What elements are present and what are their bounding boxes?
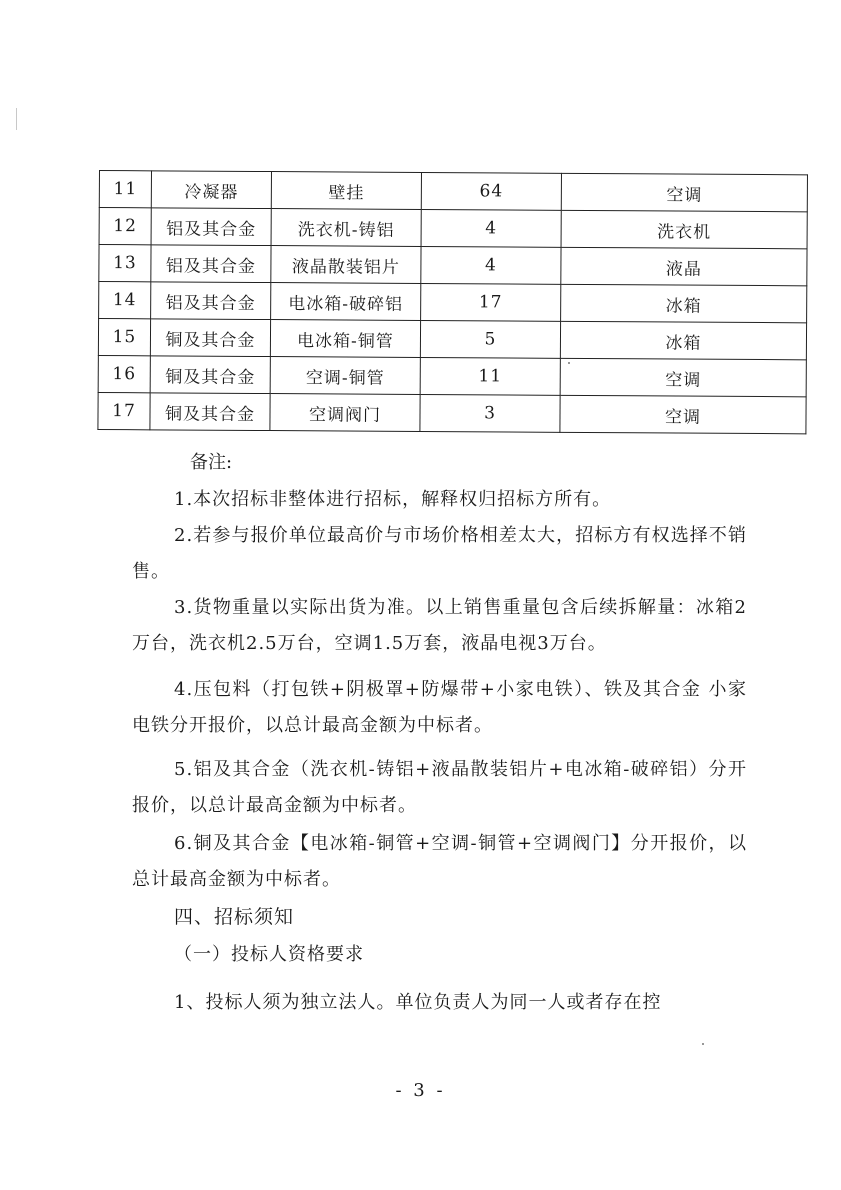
row-item: 空调阀门 — [270, 394, 420, 432]
row-number: 16 — [98, 355, 150, 392]
row-source: 冰箱 — [560, 321, 806, 360]
row-item: 电冰箱-铜管 — [270, 320, 420, 358]
row-source: 空调 — [560, 358, 806, 397]
page-number: - 3 - — [395, 1080, 446, 1101]
row-category: 冷凝器 — [151, 171, 271, 209]
note-item-5: 5.铝及其合金（洗衣机-铸铝+液晶散装铝片+电冰箱-破碎铝）分开报价，以总计最高金额为中标者。 — [132, 759, 747, 816]
row-number: 15 — [98, 319, 150, 356]
row-item: 洗衣机-铸铝 — [271, 209, 421, 247]
notes-label: 备注: — [190, 452, 233, 473]
row-source: 洗衣机 — [561, 210, 807, 249]
scan-margin-mark — [16, 108, 17, 130]
row-category: 铝及其合金 — [151, 208, 271, 246]
row-number: 12 — [99, 208, 151, 245]
row-source: 液晶 — [561, 247, 807, 286]
row-category: 铝及其合金 — [151, 245, 271, 283]
row-quantity: 4 — [421, 246, 561, 284]
note-item-3: 3.货物重量以实际出货为准。以上销售重量包含后续拆解量：冰箱2万台，洗衣机2.5万台，空调1.5万套，液晶电视3万台。 — [132, 597, 747, 654]
body-paragraph: 1、投标人须为独立法人。单位负责人为同一人或者存在控 — [174, 992, 662, 1013]
row-item: 壁挂 — [271, 172, 421, 210]
scan-speck — [702, 1043, 704, 1045]
row-category: 铜及其合金 — [150, 393, 270, 431]
note-item-6: 6.铜及其合金【电冰箱-铜管+空调-铜管+空调阀门】分开报价，以总计最高金额为中标者。 — [132, 833, 747, 890]
row-number: 11 — [99, 171, 151, 208]
row-quantity: 11 — [420, 357, 560, 395]
row-quantity: 4 — [421, 209, 561, 247]
note-item-4: 4.压包料（打包铁+阴极罩+防爆带+小家电铁）、铁及其合金 小家电铁分开报价，以总计最高金额为中标者。 — [132, 679, 747, 736]
materials-table — [97, 170, 808, 434]
table-row — [99, 282, 807, 323]
row-item: 液晶散装铝片 — [271, 246, 421, 284]
table-row — [98, 319, 806, 360]
row-source: 空调 — [561, 173, 807, 212]
row-quantity: 3 — [420, 394, 560, 432]
subsection-heading: （一）投标人资格要求 — [174, 944, 364, 965]
row-category: 铜及其合金 — [150, 356, 270, 394]
row-item: 电冰箱-破碎铝 — [271, 283, 421, 321]
row-source: 冰箱 — [561, 284, 807, 323]
table-row — [99, 245, 807, 286]
note-item-2: 2.若参与报价单位最高价与市场价格相差太大，招标方有权选择不销售。 — [132, 525, 747, 582]
materials-table-body — [98, 171, 808, 434]
table-row — [98, 392, 806, 433]
row-quantity: 17 — [421, 283, 561, 321]
table-row — [99, 171, 807, 212]
table-row — [98, 355, 806, 396]
row-category: 铜及其合金 — [150, 319, 270, 357]
row-number: 17 — [98, 392, 150, 429]
row-source: 空调 — [560, 395, 806, 434]
row-quantity: 64 — [421, 172, 561, 210]
row-item: 空调-铜管 — [270, 357, 420, 395]
row-quantity: 5 — [420, 320, 560, 358]
row-category: 铝及其合金 — [151, 282, 271, 320]
section-heading: 四、招标须知 — [174, 906, 295, 928]
scan-speck — [568, 362, 570, 364]
row-number: 14 — [99, 282, 151, 319]
table-row — [99, 208, 807, 249]
row-number: 13 — [99, 245, 151, 282]
note-item-1: 1.本次招标非整体进行招标，解释权归招标方所有。 — [174, 489, 612, 510]
